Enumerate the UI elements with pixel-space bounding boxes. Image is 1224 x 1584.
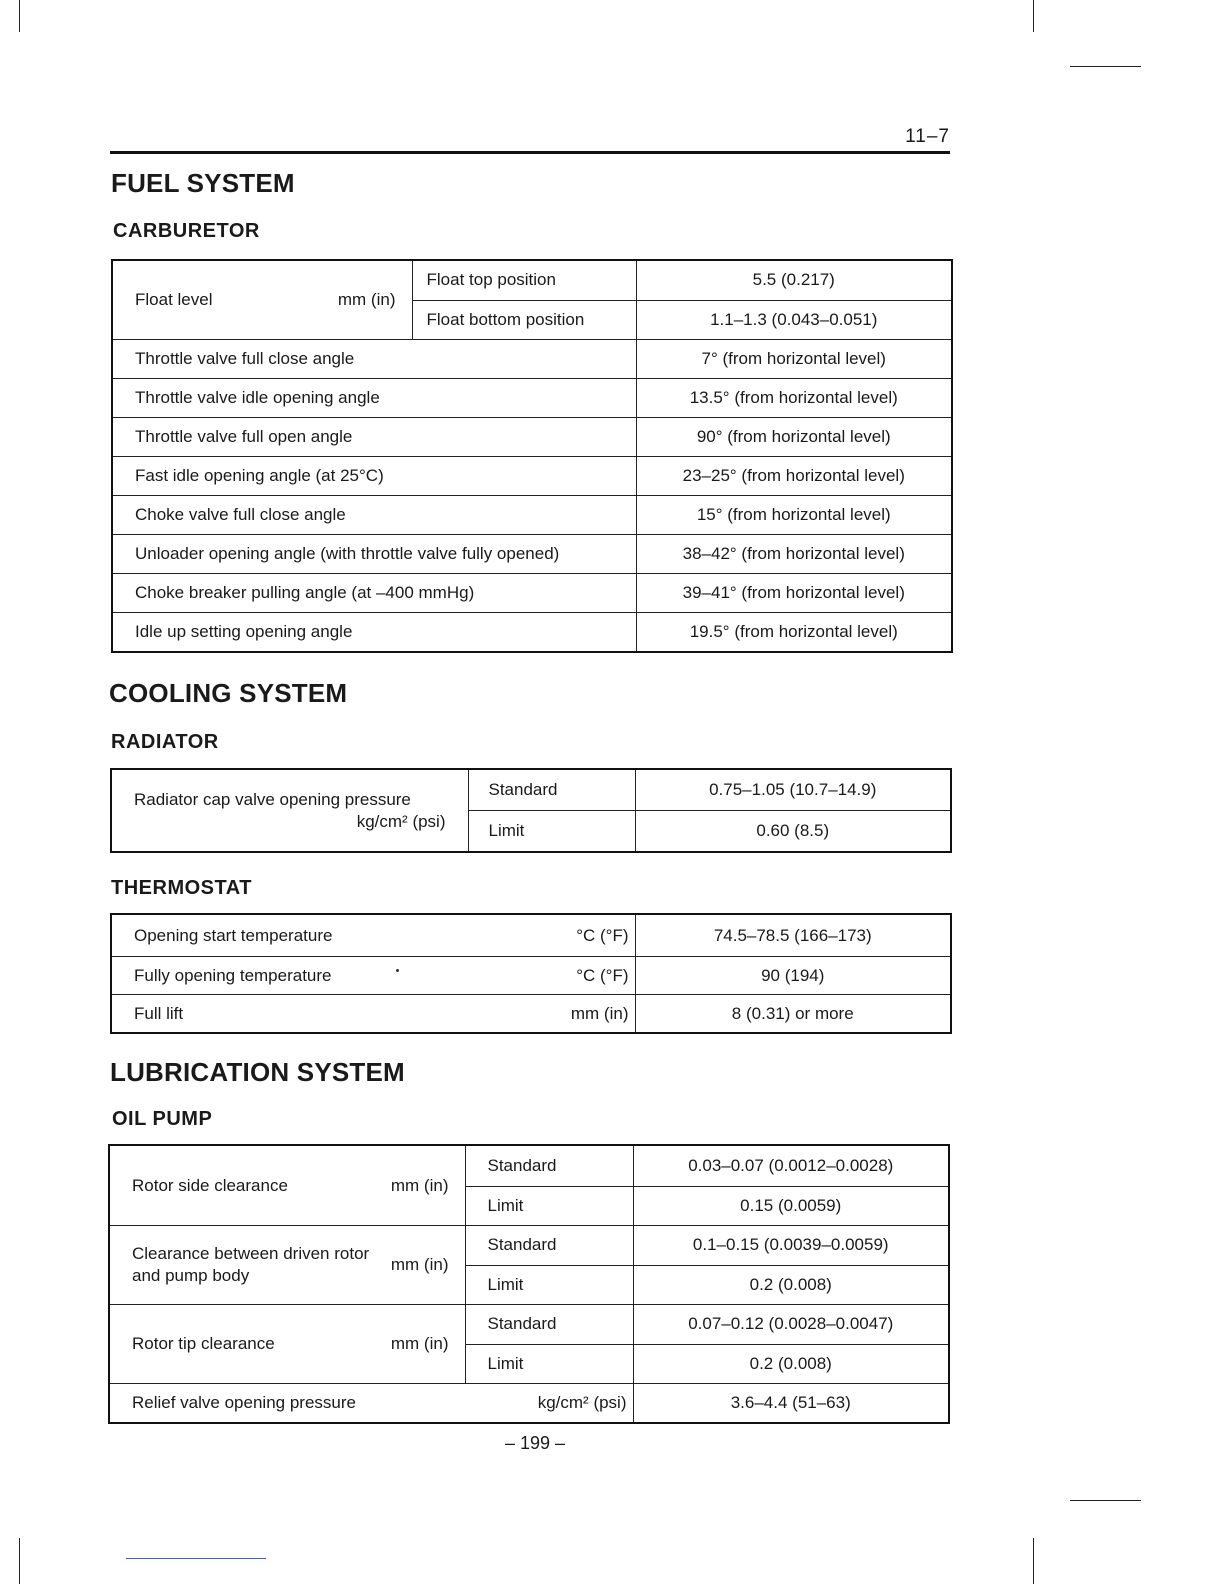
crop-mark-top-left: [19, 0, 20, 32]
relief-valve-label: Relief valve opening pressure: [132, 1393, 356, 1412]
thermo-row-value: 90 (194): [635, 957, 951, 995]
table-row: [111, 957, 951, 995]
thermo-row-unit: mm (in): [570, 1003, 629, 1023]
rotor-side-unit: mm (in): [390, 1175, 449, 1195]
float-level-unit: mm (in): [337, 290, 396, 309]
header-rule: [110, 151, 950, 154]
rotor-tip-standard-value: 0.07–0.12 (0.0028–0.0047): [633, 1305, 949, 1345]
speck-dot: [396, 969, 399, 972]
table-row: [111, 914, 951, 957]
page-footer: – 199 –: [504, 1433, 566, 1453]
thermo-row-value: 74.5–78.5 (166–173): [635, 914, 951, 957]
table-row: [112, 613, 952, 653]
relief-valve-cell: [109, 1384, 633, 1424]
driven-rotor-limit-value: 0.2 (0.008): [633, 1265, 949, 1305]
relief-valve-unit: kg/cm² (psi): [537, 1393, 627, 1412]
driven-rotor-standard-value: 0.1–0.15 (0.0039–0.0059): [633, 1226, 949, 1266]
rotor-side-standard-label: Standard: [465, 1145, 633, 1187]
driven-rotor-unit: mm (in): [390, 1255, 449, 1274]
carb-row-value: 39–41° (from horizontal level): [636, 574, 952, 613]
table-row: [112, 535, 952, 574]
radiator-cap-label: Radiator cap valve opening pressure: [134, 789, 411, 809]
float-bottom-value: 1.1–1.3 (0.043–0.051): [636, 300, 952, 340]
driven-rotor-cell: [109, 1226, 465, 1305]
rotor-tip-label: Rotor tip clearance: [132, 1334, 275, 1353]
radiator-cap-cell: [111, 769, 468, 852]
rotor-tip-unit: mm (in): [390, 1334, 449, 1353]
relief-valve-value: 3.6–4.4 (51–63): [633, 1384, 949, 1424]
fuel-system-heading: FUEL SYSTEM: [111, 168, 295, 198]
thermo-row-label: Full lift: [134, 1003, 184, 1023]
table-row: [109, 1305, 949, 1345]
thermo-row-label-cell: [111, 995, 635, 1034]
radiator-standard-label: Standard: [468, 769, 635, 811]
crop-mark-right-upper: [1070, 66, 1141, 67]
thermo-row-label-cell: [111, 957, 635, 995]
crop-mark-right-lower: [1070, 1500, 1141, 1501]
rotor-tip-standard-label: Standard: [465, 1305, 633, 1345]
oil-pump-heading: OIL PUMP: [112, 1108, 213, 1130]
rotor-side-standard-value: 0.03–0.07 (0.0012–0.0028): [633, 1145, 949, 1187]
thermostat-table: [110, 913, 952, 1034]
thermo-row-label: Fully opening temperature: [134, 965, 332, 985]
rotor-tip-limit-value: 0.2 (0.008): [633, 1344, 949, 1384]
thermo-row-unit: °C (°F): [576, 965, 629, 985]
rotor-side-cell: [109, 1145, 465, 1226]
table-row: [112, 457, 952, 496]
bottom-link-line: [126, 1558, 266, 1559]
float-level-cell: [112, 260, 412, 340]
carb-row-label: Throttle valve idle opening angle: [112, 379, 636, 418]
carb-row-label: Throttle valve full close angle: [112, 340, 636, 379]
rotor-side-limit-label: Limit: [465, 1187, 633, 1226]
table-row: [112, 260, 952, 300]
carb-row-label: Throttle valve full open angle: [112, 418, 636, 457]
crop-mark-bottom-right: [1033, 1538, 1034, 1584]
carb-row-value: 23–25° (from horizontal level): [636, 457, 952, 496]
table-row: [109, 1145, 949, 1187]
table-row: [109, 1384, 949, 1424]
page-number: 11–7: [905, 126, 950, 147]
carb-row-label: Unloader opening angle (with throttle valve fully opened): [112, 535, 636, 574]
carb-row-value: 19.5° (from horizontal level): [636, 613, 952, 653]
table-row: [111, 995, 951, 1034]
radiator-limit-label: Limit: [468, 811, 635, 853]
driven-rotor-label-line1: Clearance between driven rotor: [132, 1244, 370, 1263]
crop-mark-top-right: [1033, 0, 1034, 32]
carb-row-value: 38–42° (from horizontal level): [636, 535, 952, 574]
table-row: [109, 1226, 949, 1266]
carb-row-value: 7° (from horizontal level): [636, 340, 952, 379]
carb-row-label: Choke breaker pulling angle (at –400 mmHg): [112, 574, 636, 613]
thermo-row-unit: °C (°F): [576, 925, 629, 945]
table-row: [112, 379, 952, 418]
thermo-row-value: 8 (0.31) or more: [635, 995, 951, 1034]
float-level-label: Float level: [135, 290, 213, 309]
carb-row-value: 90° (from horizontal level): [636, 418, 952, 457]
table-row: [112, 418, 952, 457]
radiator-table: [110, 768, 952, 853]
float-bottom-label: Float bottom position: [412, 300, 636, 340]
oil-pump-table: [108, 1144, 950, 1424]
carb-row-value: 15° (from horizontal level): [636, 496, 952, 535]
radiator-heading: RADIATOR: [111, 731, 219, 753]
carb-row-label: Idle up setting opening angle: [112, 613, 636, 653]
table-row: [111, 769, 951, 811]
driven-rotor-limit-label: Limit: [465, 1265, 633, 1305]
radiator-standard-value: 0.75–1.05 (10.7–14.9): [635, 769, 951, 811]
thermo-row-label-cell: [111, 914, 635, 957]
driven-rotor-standard-label: Standard: [465, 1226, 633, 1266]
cooling-system-heading: COOLING SYSTEM: [109, 678, 348, 708]
carburetor-table: [111, 259, 953, 653]
thermostat-heading: THERMOSTAT: [111, 877, 252, 899]
carb-row-label: Choke valve full close angle: [112, 496, 636, 535]
driven-rotor-label-line2: and pump body: [132, 1266, 250, 1285]
lubrication-system-heading: LUBRICATION SYSTEM: [110, 1057, 405, 1087]
table-row: [112, 340, 952, 379]
radiator-limit-value: 0.60 (8.5): [635, 811, 951, 853]
float-top-value: 5.5 (0.217): [636, 260, 952, 300]
rotor-tip-cell: [109, 1305, 465, 1384]
table-row: [112, 496, 952, 535]
carb-row-value: 13.5° (from horizontal level): [636, 379, 952, 418]
carb-row-label: Fast idle opening angle (at 25°C): [112, 457, 636, 496]
rotor-side-limit-value: 0.15 (0.0059): [633, 1187, 949, 1226]
crop-mark-bottom-left: [19, 1538, 20, 1584]
thermo-row-label: Opening start temperature: [134, 925, 333, 945]
carburetor-heading: CARBURETOR: [113, 220, 260, 242]
rotor-side-label: Rotor side clearance: [132, 1175, 288, 1195]
radiator-cap-unit: kg/cm² (psi): [356, 811, 446, 831]
rotor-tip-limit-label: Limit: [465, 1344, 633, 1384]
float-top-label: Float top position: [412, 260, 636, 300]
table-row: [112, 574, 952, 613]
